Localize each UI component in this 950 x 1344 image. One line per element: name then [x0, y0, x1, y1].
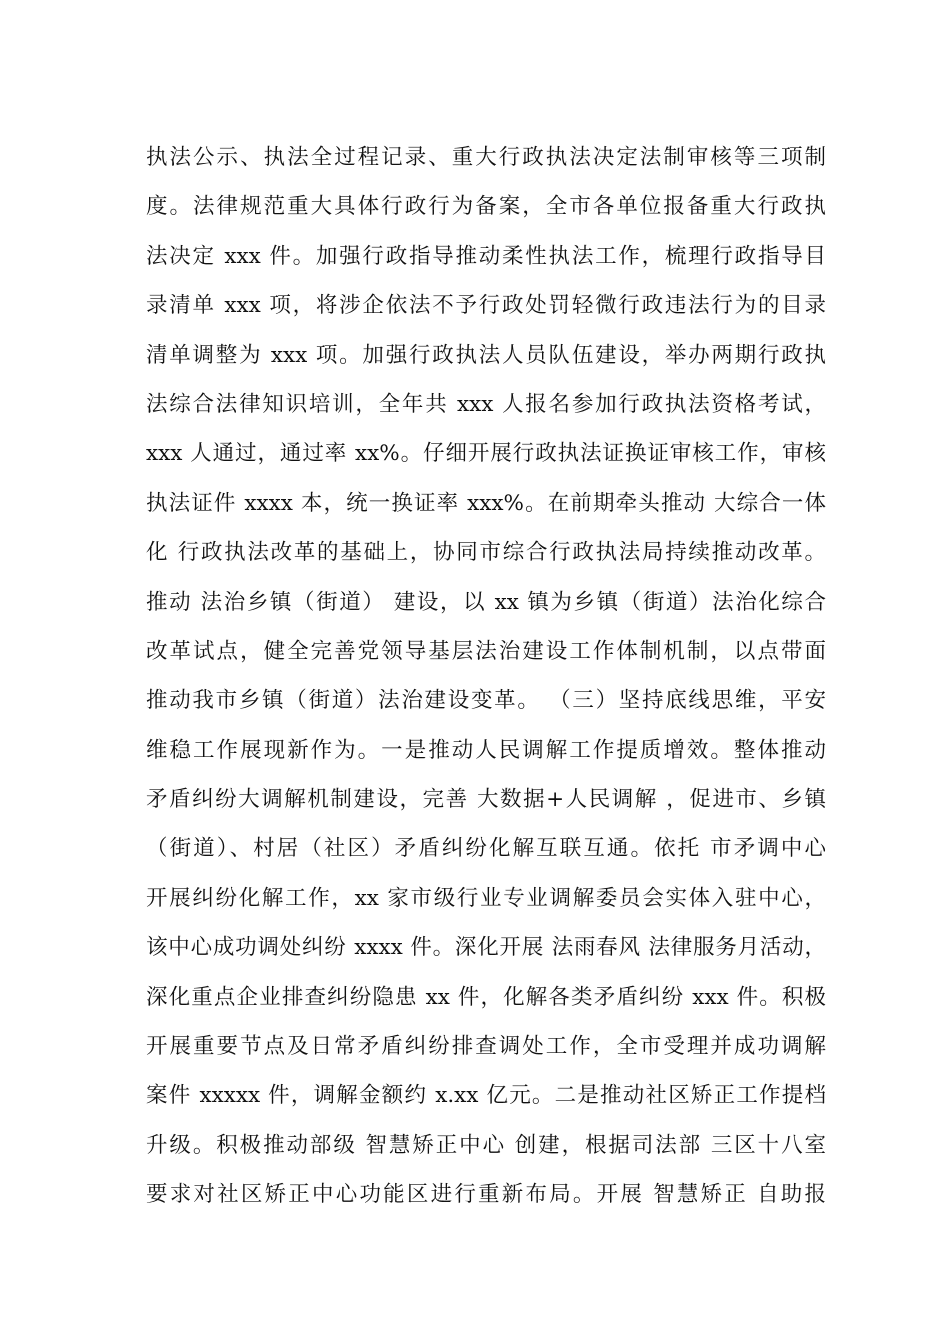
text-line: 矛盾纠纷大调解机制建设，完善 大数据+人民调解 ，促进市、乡镇	[146, 787, 826, 813]
text-line: 度。法律规范重大具体行政行为备案，全市各单位报备重大行政执	[146, 194, 826, 220]
text-line: 化 行政执法改革的基础上，协同市综合行政执法局持续推动改革。	[146, 540, 826, 566]
text-line: 清单调整为 xxx 项。加强行政执法人员队伍建设，举办两期行政执	[146, 342, 826, 368]
text-line: 要求对社区矫正中心功能区进行重新布局。开展 智慧矫正 自助报	[146, 1182, 826, 1208]
text-line: 开展重要节点及日常矛盾纠纷排查调处工作，全市受理并成功调解	[146, 1034, 826, 1060]
text-line: 维稳工作展现新作为。一是推动人民调解工作提质增效。整体推动	[146, 737, 826, 763]
text-line: 推动我市乡镇（街道）法治建设变革。 （三）坚持底线思维，平安	[146, 688, 826, 714]
text-line: 案件 xxxxx 件，调解金额约 x.xx 亿元。二是推动社区矫正工作提档	[146, 1083, 826, 1109]
body-text	[146, 133, 826, 1220]
text-line: 改革试点，健全完善党领导基层法治建设工作体制机制，以点带面	[146, 638, 826, 664]
text-line: 法综合法律知识培训，全年共 xxx 人报名参加行政执法资格考试，	[146, 391, 826, 417]
text-line: 推动 法治乡镇（街道） 建设，以 xx 镇为乡镇（街道）法治化综合	[146, 589, 826, 615]
text-line: 该中心成功调处纠纷 xxxx 件。深化开展 法雨春风 法律服务月活动，	[146, 935, 826, 961]
text-line: 开展纠纷化解工作，xx 家市级行业专业调解委员会实体入驻中心，	[146, 885, 826, 911]
text-line: xxx 人通过，通过率 xx%。仔细开展行政执法证换证审核工作，审核	[146, 441, 826, 467]
text-line: 法决定 xxx 件。加强行政指导推动柔性执法工作，梳理行政指导目	[146, 243, 826, 269]
text-line: 执法证件 xxxx 本，统一换证率 xxx%。在前期牵头推动 大综合一体	[146, 490, 826, 516]
text-line: （街道）、村居（社区）矛盾纠纷化解互联互通。依托 市矛调中心	[146, 836, 826, 862]
text-line: 深化重点企业排查纠纷隐患 xx 件，化解各类矛盾纠纷 xxx 件。积极	[146, 984, 826, 1010]
text-line: 升级。积极推动部级 智慧矫正中心 创建，根据司法部 三区十八室	[146, 1132, 826, 1158]
text-line: 执法公示、执法全过程记录、重大行政执法决定法制审核等三项制	[146, 145, 826, 170]
text-line: 录清单 xxx 项，将涉企依法不予行政处罚轻微行政违法行为的目录	[146, 293, 826, 319]
